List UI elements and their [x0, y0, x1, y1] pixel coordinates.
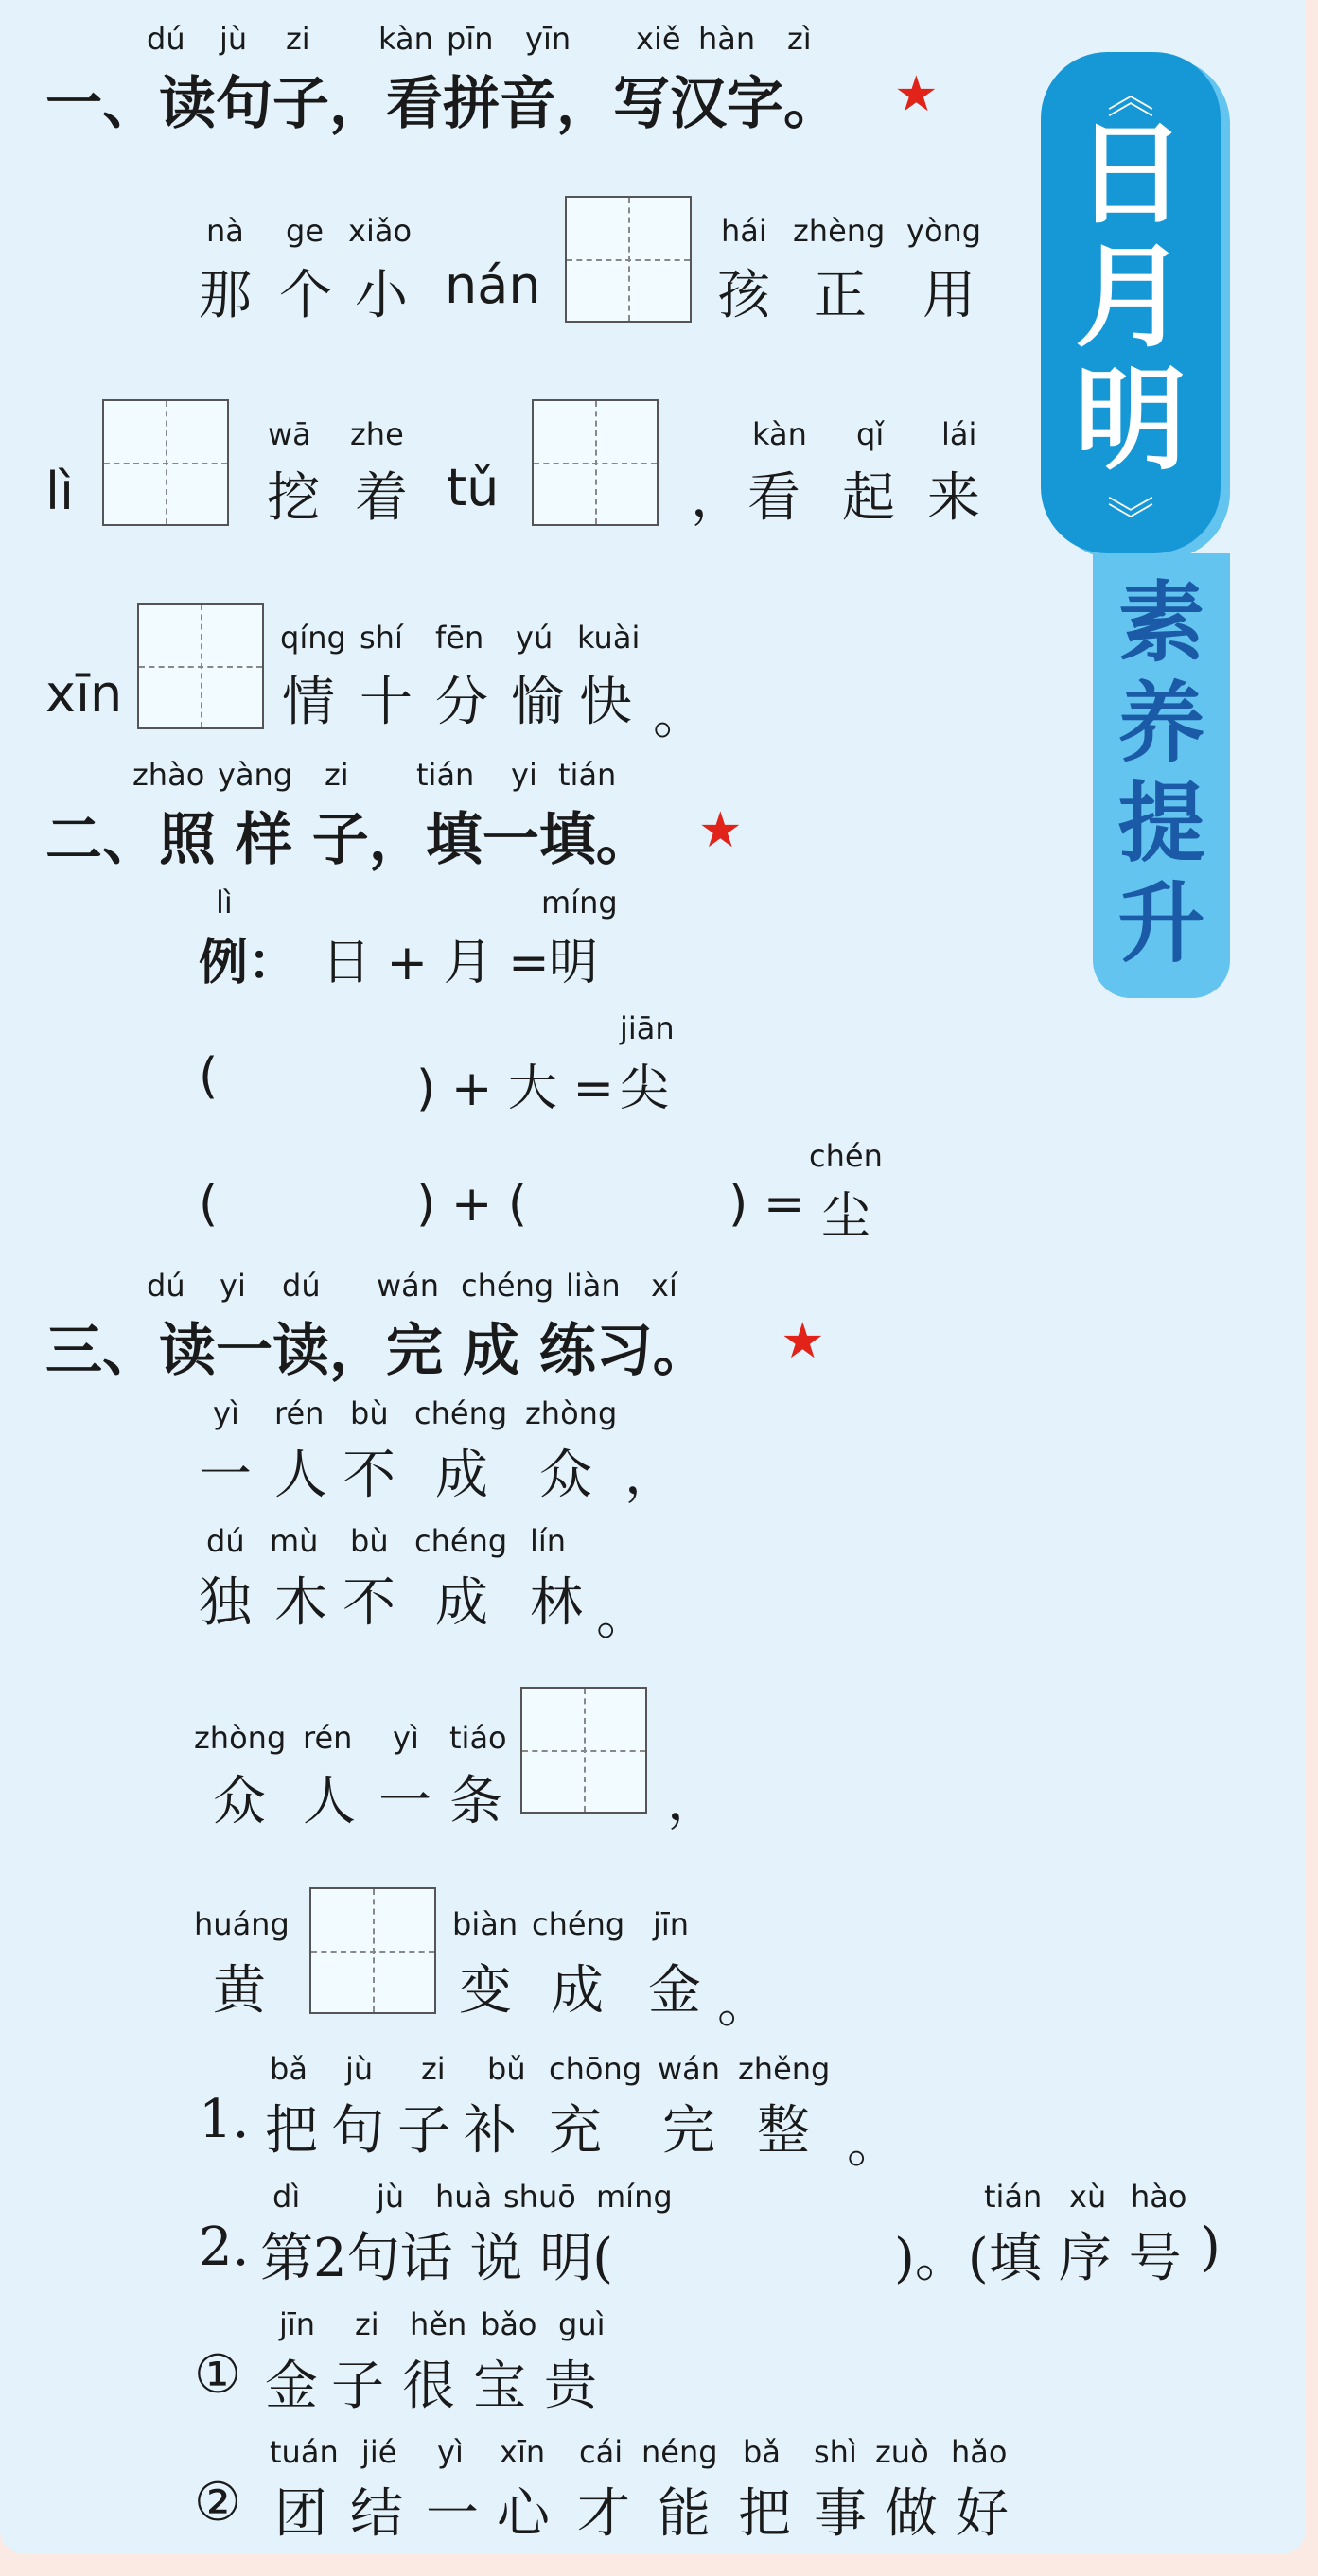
hanzi: 起 [842, 467, 895, 529]
task-text: ) [1200, 2217, 1221, 2278]
hanzi: 能 [658, 2483, 711, 2545]
pinyin: rén [303, 1720, 353, 1756]
hanzi: 情 [282, 672, 335, 733]
pinyin: tián [984, 2179, 1043, 2215]
pinyin: yòng [906, 213, 982, 249]
pinyin: míng [596, 2179, 673, 2215]
pinyin: hái [721, 213, 767, 249]
pinyin: huà [435, 2179, 493, 2215]
hanzi: 愉 [511, 672, 564, 733]
pinyin: wán [658, 2051, 721, 2087]
section-1-heading: 一、读句子，看拼音，写汉字。 [45, 71, 840, 137]
pinyin: tián [416, 757, 475, 793]
pinyin: dú [147, 1268, 185, 1304]
hanzi: 成 [551, 1960, 604, 2022]
pinyin: bǎ [743, 2434, 781, 2470]
pinyin: jié [361, 2434, 397, 2470]
answer-blank[interactable] [227, 1176, 416, 1236]
hanzi: 快 [579, 672, 632, 733]
hanzi: 宝 [473, 2356, 526, 2417]
paren-open: ( [199, 1176, 219, 1233]
pinyin: wán [377, 1268, 440, 1304]
punctuation: 。 [717, 1973, 770, 2035]
equation-result: 尘 [821, 1188, 871, 1245]
pinyin: nà [206, 213, 244, 249]
pinyin: zhòng [525, 1395, 618, 1431]
pinyin: zi [421, 2051, 446, 2087]
pinyin: dú [147, 21, 185, 57]
pinyin: yú [516, 620, 554, 656]
chevron-down-icon: ︾ [1107, 493, 1154, 548]
pinyin: yi [220, 1268, 246, 1304]
chevron-up-icon: ︽ [1107, 69, 1154, 124]
hanzi: 补 [464, 2100, 517, 2162]
hanzi: 金 [265, 2356, 318, 2417]
hanzi: 结 [350, 2483, 403, 2545]
pinyin: xīn [500, 2434, 546, 2470]
pinyin: zhěng [738, 2051, 831, 2087]
writing-box[interactable] [532, 399, 659, 526]
pinyin-blank: tǔ [447, 458, 500, 517]
pinyin-blank: xīn [45, 664, 123, 724]
pinyin: mù [270, 1523, 319, 1559]
hanzi: 完 [662, 2100, 715, 2162]
pinyin: zi [286, 21, 310, 57]
punctuation: ， [624, 1445, 677, 1506]
brand-subtitle-char: 素 [1117, 571, 1205, 674]
equation-rest: ) + 大 = [416, 1060, 615, 1117]
pinyin: yi [511, 757, 537, 793]
hanzi: 十 [360, 672, 413, 733]
hanzi: 子 [397, 2100, 450, 2162]
task-text: 第2句话 说 明( [260, 2228, 614, 2289]
pinyin: lín [530, 1523, 567, 1559]
hanzi: 不 [343, 1572, 395, 1634]
option-marker: ② [194, 2472, 242, 2533]
pinyin: jiān [620, 1010, 675, 1046]
pinyin: bǔ [487, 2051, 526, 2087]
hanzi: 木 [274, 1572, 327, 1634]
hanzi: 独 [199, 1572, 252, 1634]
pinyin: chéng [414, 1395, 508, 1431]
star-icon: ★ [894, 66, 939, 123]
hanzi: 不 [343, 1445, 395, 1506]
hanzi: 整 [757, 2100, 810, 2162]
pinyin: dú [206, 1523, 245, 1559]
hanzi: 句 [331, 2100, 384, 2162]
pinyin: zhèng [793, 213, 886, 249]
hanzi: 充 [549, 2100, 602, 2162]
hanzi: 一 [426, 2483, 479, 2545]
hanzi: 条 [449, 1771, 502, 1832]
answer-blank[interactable] [535, 1176, 724, 1236]
hanzi: 人 [303, 1771, 356, 1832]
hanzi: 小 [355, 265, 408, 326]
hanzi: 个 [279, 265, 332, 326]
pinyin: míng [541, 885, 618, 920]
writing-box[interactable] [102, 399, 229, 526]
pinyin: pīn [447, 21, 494, 57]
writing-box[interactable] [565, 196, 692, 323]
hanzi: 很 [402, 2356, 455, 2417]
hanzi: 好 [956, 2483, 1009, 2545]
hanzi: 孩 [717, 265, 770, 326]
hanzi: 事 [814, 2483, 867, 2545]
brand-subtitle-char: 升 [1117, 872, 1205, 974]
hanzi: 团 [274, 2483, 327, 2545]
pinyin: néng [641, 2434, 718, 2470]
pinyin: hàn [698, 21, 756, 57]
pinyin: tiáo [449, 1720, 507, 1756]
pinyin: bǎo [481, 2306, 537, 2342]
hanzi: 来 [927, 467, 980, 529]
pinyin: jīn [653, 1906, 690, 1942]
pinyin: hěn [410, 2306, 467, 2342]
pinyin: xiě [636, 21, 681, 57]
pinyin: jù [377, 2179, 405, 2215]
hanzi: 成 [435, 1445, 488, 1506]
hanzi: 分 [435, 672, 488, 733]
star-icon: ★ [781, 1313, 825, 1370]
brand-title-badge [1041, 52, 1221, 553]
pinyin: biàn [452, 1906, 518, 1942]
pinyin: dì [272, 2179, 301, 2215]
pinyin: jù [345, 2051, 374, 2087]
pinyin: kàn [752, 416, 807, 452]
hanzi: 金 [648, 1960, 701, 2022]
hanzi: 正 [814, 265, 867, 326]
pinyin: dú [282, 1268, 321, 1304]
brand-title-char: 月 [1074, 231, 1186, 362]
pinyin: qǐ [856, 416, 885, 452]
pinyin: bǎ [270, 2051, 308, 2087]
pinyin: yīn [525, 21, 571, 57]
writing-box[interactable] [309, 1887, 436, 2014]
brand-title-char: 明 [1074, 354, 1186, 485]
pinyin: jīn [279, 2306, 316, 2342]
hanzi: 众 [539, 1445, 592, 1506]
pinyin: shì [814, 2434, 857, 2470]
pinyin: zhe [350, 416, 404, 452]
writing-box[interactable] [137, 603, 264, 729]
pinyin: cái [579, 2434, 624, 2470]
hanzi: 用 [923, 265, 975, 326]
option-marker: ① [194, 2344, 242, 2406]
hanzi: 成 [435, 1572, 488, 1634]
pinyin: zuò [875, 2434, 929, 2470]
section-3-heading: 三、读一读，完 成 练习。 [45, 1318, 710, 1384]
brand-subtitle-char: 养 [1117, 672, 1205, 774]
hanzi: 心 [497, 2483, 550, 2545]
paren-open: ( [199, 1048, 219, 1105]
pinyin: chéng [414, 1523, 508, 1559]
brand-subtitle-panel [1093, 553, 1230, 998]
pinyin: kuài [577, 620, 641, 656]
punctuation: 。 [653, 685, 706, 746]
pinyin: kàn [378, 21, 433, 57]
answer-blank[interactable] [227, 1048, 416, 1109]
hanzi: 一 [378, 1771, 431, 1832]
pinyin: chéng [532, 1906, 625, 1942]
hanzi: 把 [738, 2483, 791, 2545]
hanzi: 黄 [213, 1960, 266, 2022]
pinyin: huáng [194, 1906, 290, 1942]
pinyin: zi [325, 757, 349, 793]
pinyin: liàn [566, 1268, 621, 1304]
task-number: 1. [199, 2089, 250, 2150]
pinyin: tián [558, 757, 617, 793]
hanzi: 人 [274, 1445, 327, 1506]
punctuation: ， [691, 467, 744, 529]
pinyin: bù [350, 1395, 389, 1431]
pinyin: qíng [280, 620, 346, 656]
pinyin: hǎo [951, 2434, 1008, 2470]
pinyin: xí [651, 1268, 677, 1304]
pinyin: zì [787, 21, 812, 57]
pinyin: chōng [549, 2051, 642, 2087]
hanzi: 一 [199, 1445, 252, 1506]
punctuation: 。 [596, 1586, 649, 1647]
pinyin: rén [274, 1395, 325, 1431]
writing-box[interactable] [520, 1687, 647, 1814]
pinyin: fēn [435, 620, 484, 656]
pinyin: bù [350, 1523, 389, 1559]
equation-mid: ) + ( [416, 1176, 528, 1233]
hanzi: 着 [355, 467, 408, 529]
star-icon: ★ [698, 802, 743, 859]
hanzi: 众 [213, 1771, 266, 1832]
brand-title-char: 日 [1074, 108, 1186, 239]
pinyin: tuán [270, 2434, 339, 2470]
pinyin: jù [220, 21, 248, 57]
task-text: 填 序 号 [989, 2228, 1182, 2289]
pinyin: chén [809, 1138, 883, 1174]
task-number: 2. [199, 2217, 250, 2278]
pinyin: ge [286, 213, 324, 249]
task-text: )。( [894, 2228, 989, 2289]
punctuation: 。 [847, 2113, 900, 2175]
pinyin: wā [268, 416, 311, 452]
pinyin-blank: nán [445, 255, 541, 315]
pinyin: zhòng [194, 1720, 287, 1756]
hanzi: 挖 [267, 467, 320, 529]
example-result: 明 [549, 935, 599, 991]
hanzi: 林 [530, 1572, 583, 1634]
example-label: 例： [199, 935, 298, 991]
hanzi: 看 [747, 467, 800, 529]
pinyin: zhào [132, 757, 205, 793]
example-equation: 日 + 月 = [322, 935, 550, 991]
pinyin: xiǎo [348, 213, 413, 249]
pinyin: xù [1069, 2179, 1107, 2215]
pinyin: shuō [503, 2179, 576, 2215]
pinyin: zi [355, 2306, 379, 2342]
punctuation: ， [667, 1771, 720, 1832]
pinyin: chéng [461, 1268, 554, 1304]
section-2-heading: 二、照 样 子，填一填。 [45, 807, 653, 873]
pinyin: yì [213, 1395, 239, 1431]
hanzi: 贵 [544, 2356, 597, 2417]
hanzi: 才 [577, 2483, 630, 2545]
pinyin: yì [393, 1720, 419, 1756]
hanzi: 子 [331, 2356, 384, 2417]
pinyin: guì [558, 2306, 606, 2342]
pinyin: yì [437, 2434, 464, 2470]
equation-rest: ) = [729, 1176, 805, 1233]
hanzi: 那 [199, 265, 252, 326]
pinyin-blank: lì [45, 462, 75, 521]
hanzi: 做 [885, 2483, 938, 2545]
pinyin: lì [216, 885, 233, 920]
hanzi: 把 [265, 2100, 318, 2162]
brand-subtitle-char: 提 [1117, 772, 1205, 874]
hanzi: 变 [459, 1960, 512, 2022]
pinyin: shí [360, 620, 403, 656]
pinyin: hào [1131, 2179, 1187, 2215]
equation-result: 尖 [620, 1060, 670, 1117]
pinyin: yàng [218, 757, 293, 793]
pinyin: lái [941, 416, 977, 452]
answer-blank[interactable] [705, 2217, 894, 2277]
